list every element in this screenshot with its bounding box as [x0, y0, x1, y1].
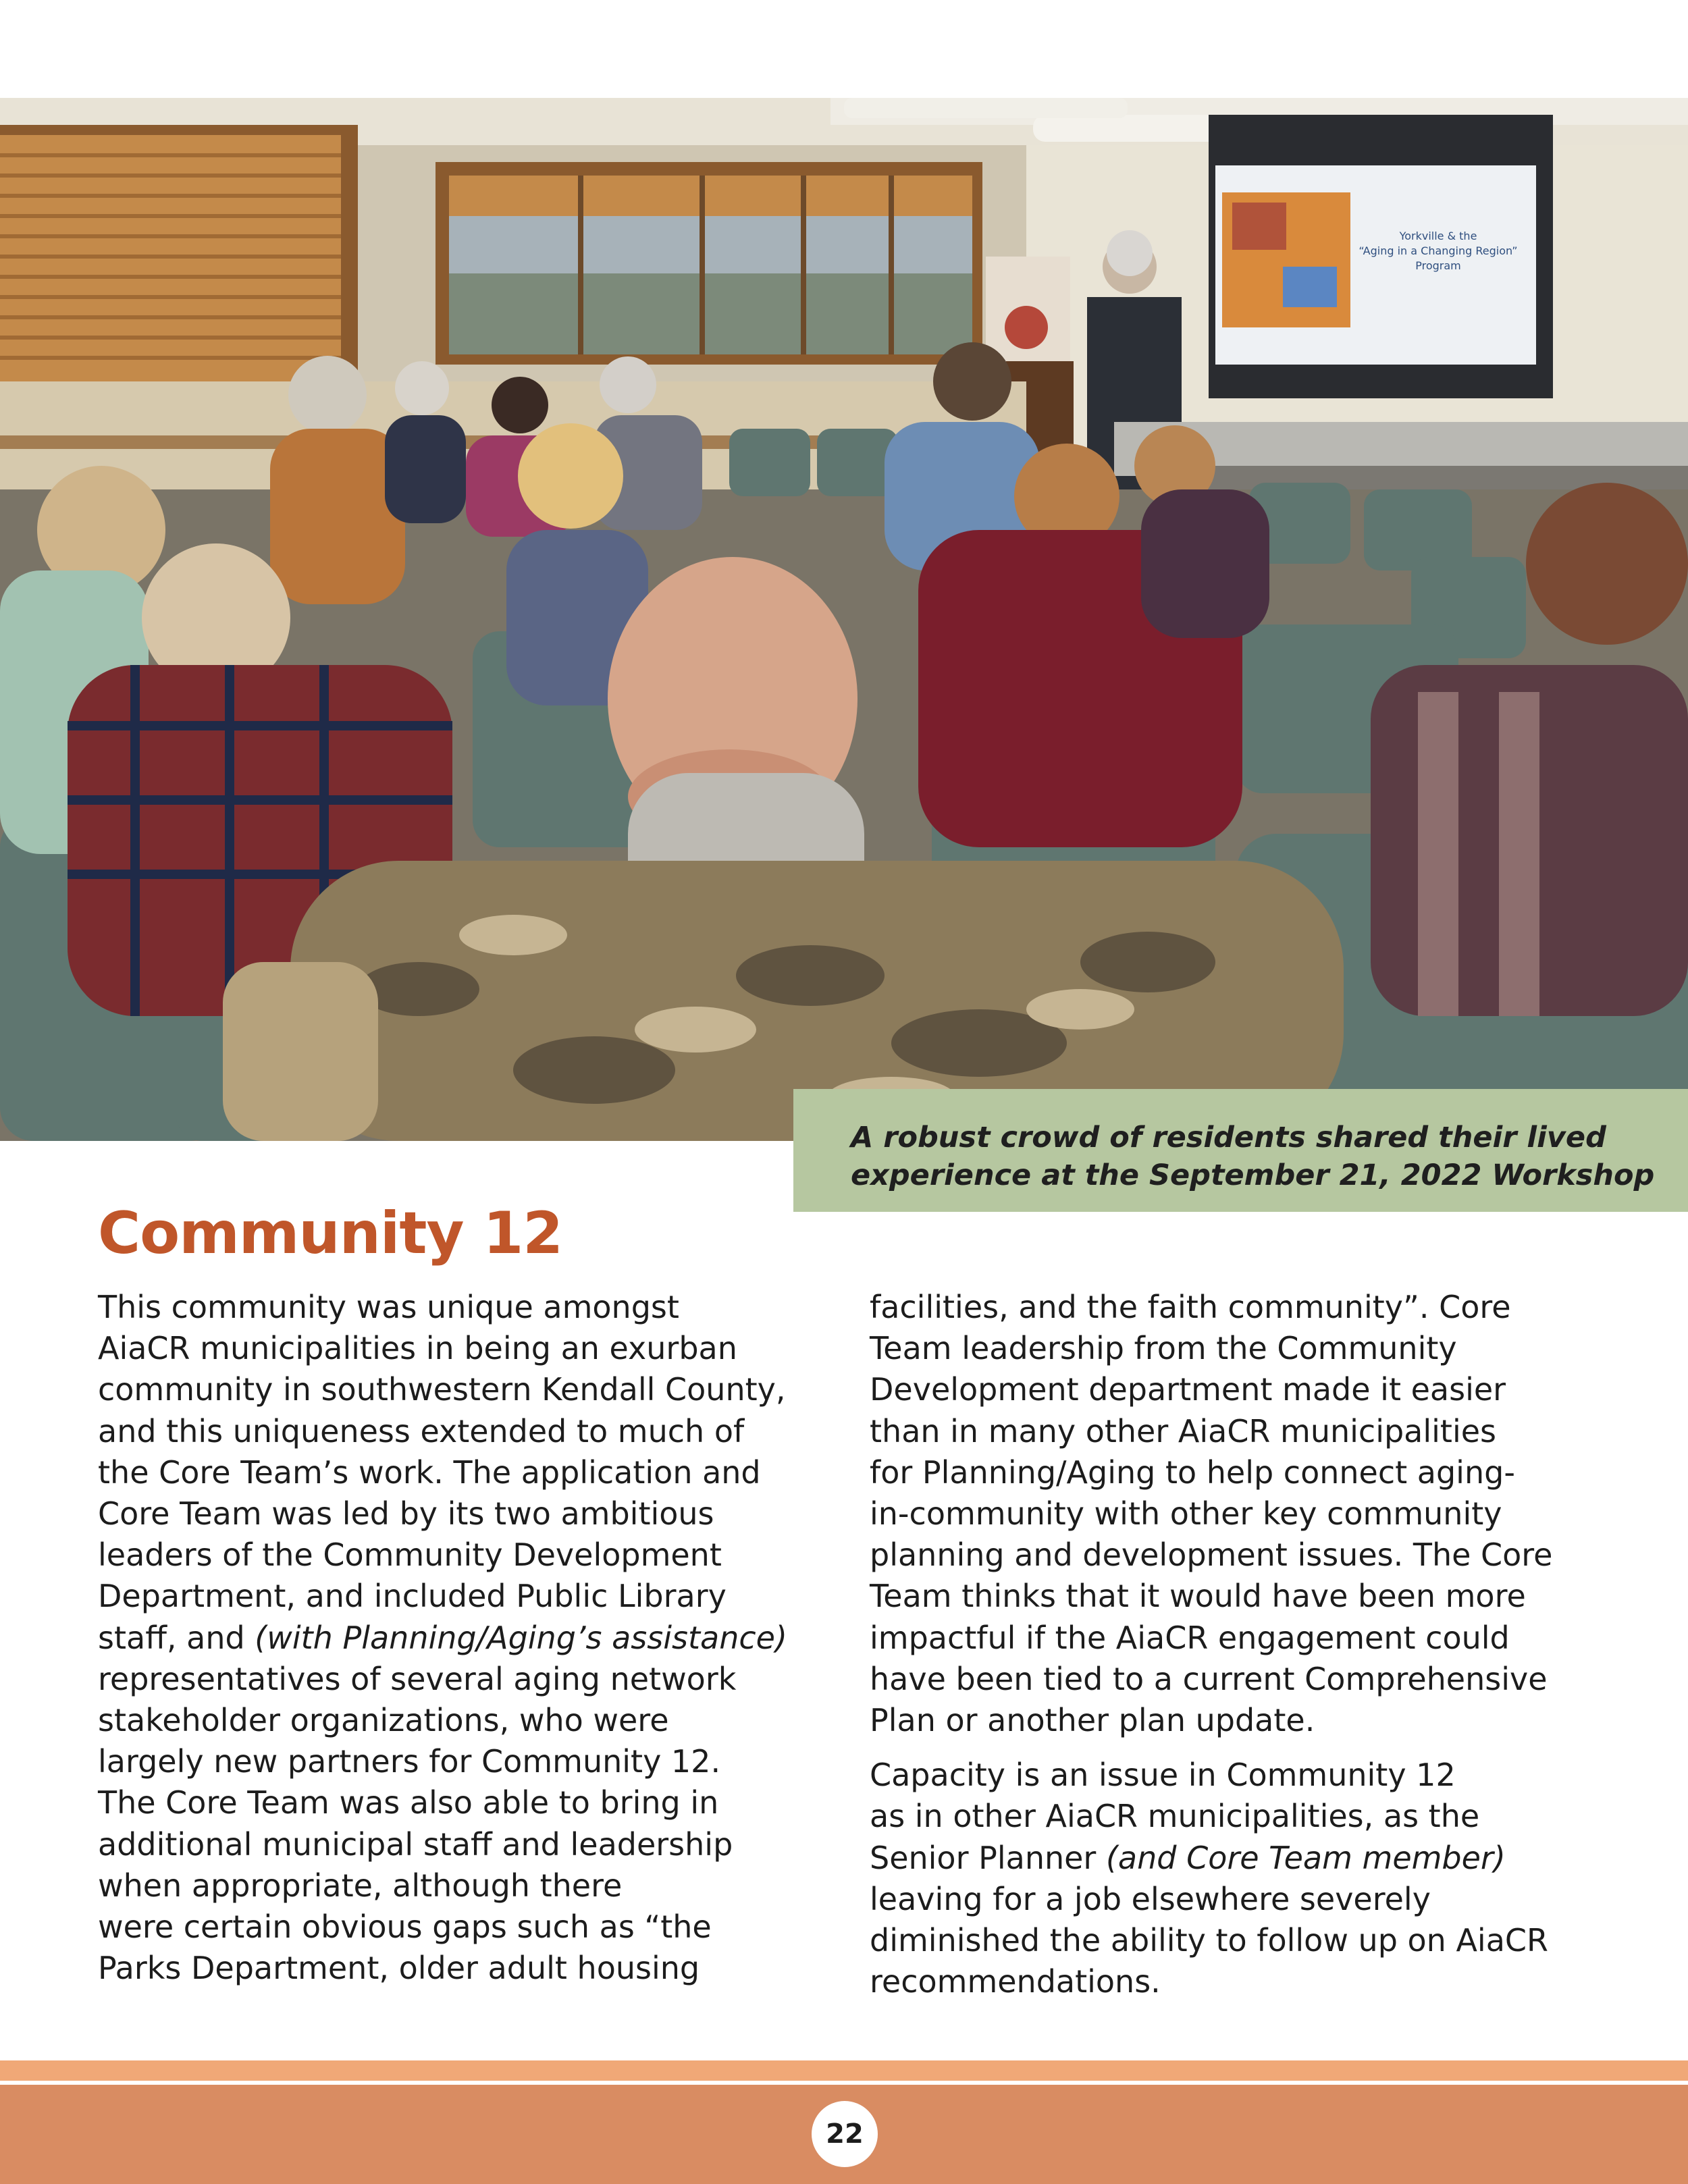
body-line: Capacity is an issue in Community 12: [870, 1757, 1456, 1794]
photo-caption-line-2: experience at the September 21, 2022 Workshop: [851, 1158, 1655, 1192]
workshop-photo: [0, 98, 1688, 1192]
body-line: largely new partners for Community 12.: [98, 1743, 721, 1780]
slide-title-line-1: Yorkville & the: [1399, 230, 1477, 242]
paragraph-gap: [870, 1741, 1646, 1755]
body-line: facilities, and the faith community”. Core: [870, 1289, 1511, 1325]
body-line: AiaCR municipalities in being an exurban: [98, 1330, 737, 1367]
body-line: representatives of several aging network: [98, 1660, 737, 1697]
body-line: planning and development issues. The Core: [870, 1537, 1553, 1574]
body-column-right: [870, 1287, 1646, 2002]
body-line: the Core Team’s work. The application and: [98, 1454, 761, 1491]
page-number: 22: [812, 2101, 878, 2167]
body-line: community in southwestern Kendall County,: [98, 1371, 786, 1408]
body-line: The Core Team was also able to bring in: [98, 1784, 719, 1821]
photo-caption: [793, 1089, 1688, 1212]
body-line: as in other AiaCR municipalities, as the: [870, 1798, 1480, 1835]
body-line: were certain obvious gaps such as “the: [98, 1909, 712, 1946]
body-line: than in many other AiaCR municipalities: [870, 1412, 1497, 1449]
body-line: leaving for a job elsewhere severely: [870, 1880, 1431, 1917]
section-title: Community 12: [98, 1200, 563, 1267]
footer-accent-stripe: [0, 2060, 1688, 2081]
slide-title-line-2: “Aging in a Changing Region”: [1359, 244, 1518, 257]
body-line: leaders of the Community Development: [98, 1537, 722, 1574]
body-line: Core Team was led by its two ambitious: [98, 1495, 714, 1533]
body-column-left: [98, 1287, 854, 1989]
slide-title-line-3: Program: [1415, 259, 1461, 272]
body-line: Development department made it easier: [870, 1371, 1506, 1408]
body-line-mixed: [98, 1618, 854, 1659]
body-line: This community was unique amongst: [98, 1289, 679, 1325]
body-line: Department, and included Public Library: [98, 1578, 727, 1615]
body-text-italic: (with Planning/Aging’s assistance): [255, 1619, 787, 1656]
body-line: and this uniqueness extended to much of: [98, 1412, 745, 1449]
body-text: staff, and: [98, 1619, 255, 1656]
body-line: when appropriate, although there: [98, 1867, 623, 1904]
body-line: stakeholder organizations, who were: [98, 1702, 669, 1739]
body-line-mixed: [870, 1838, 1646, 1879]
body-line: additional municipal staff and leadership: [98, 1826, 733, 1863]
body-line: Parks Department, older adult housing: [98, 1950, 700, 1987]
body-line: Team leadership from the Community: [870, 1330, 1457, 1367]
photo-caption-line-1: A robust crowd of residents shared their lived: [851, 1121, 1606, 1154]
body-line: impactful if the AiaCR engagement could: [870, 1619, 1510, 1656]
body-line: for Planning/Aging to help connect aging-: [870, 1454, 1515, 1491]
body-line: Plan or another plan update.: [870, 1702, 1315, 1739]
body-line: have been tied to a current Comprehensive: [870, 1660, 1548, 1697]
body-line: in-community with other key community: [870, 1495, 1502, 1533]
body-line: recommendations.: [870, 1963, 1161, 2000]
body-line: diminished the ability to follow up on AiaCR: [870, 1922, 1548, 1959]
body-line: Team thinks that it would have been more: [870, 1578, 1526, 1615]
body-text: Senior Planner: [870, 1839, 1106, 1876]
body-text-italic: (and Core Team member): [1105, 1839, 1506, 1876]
